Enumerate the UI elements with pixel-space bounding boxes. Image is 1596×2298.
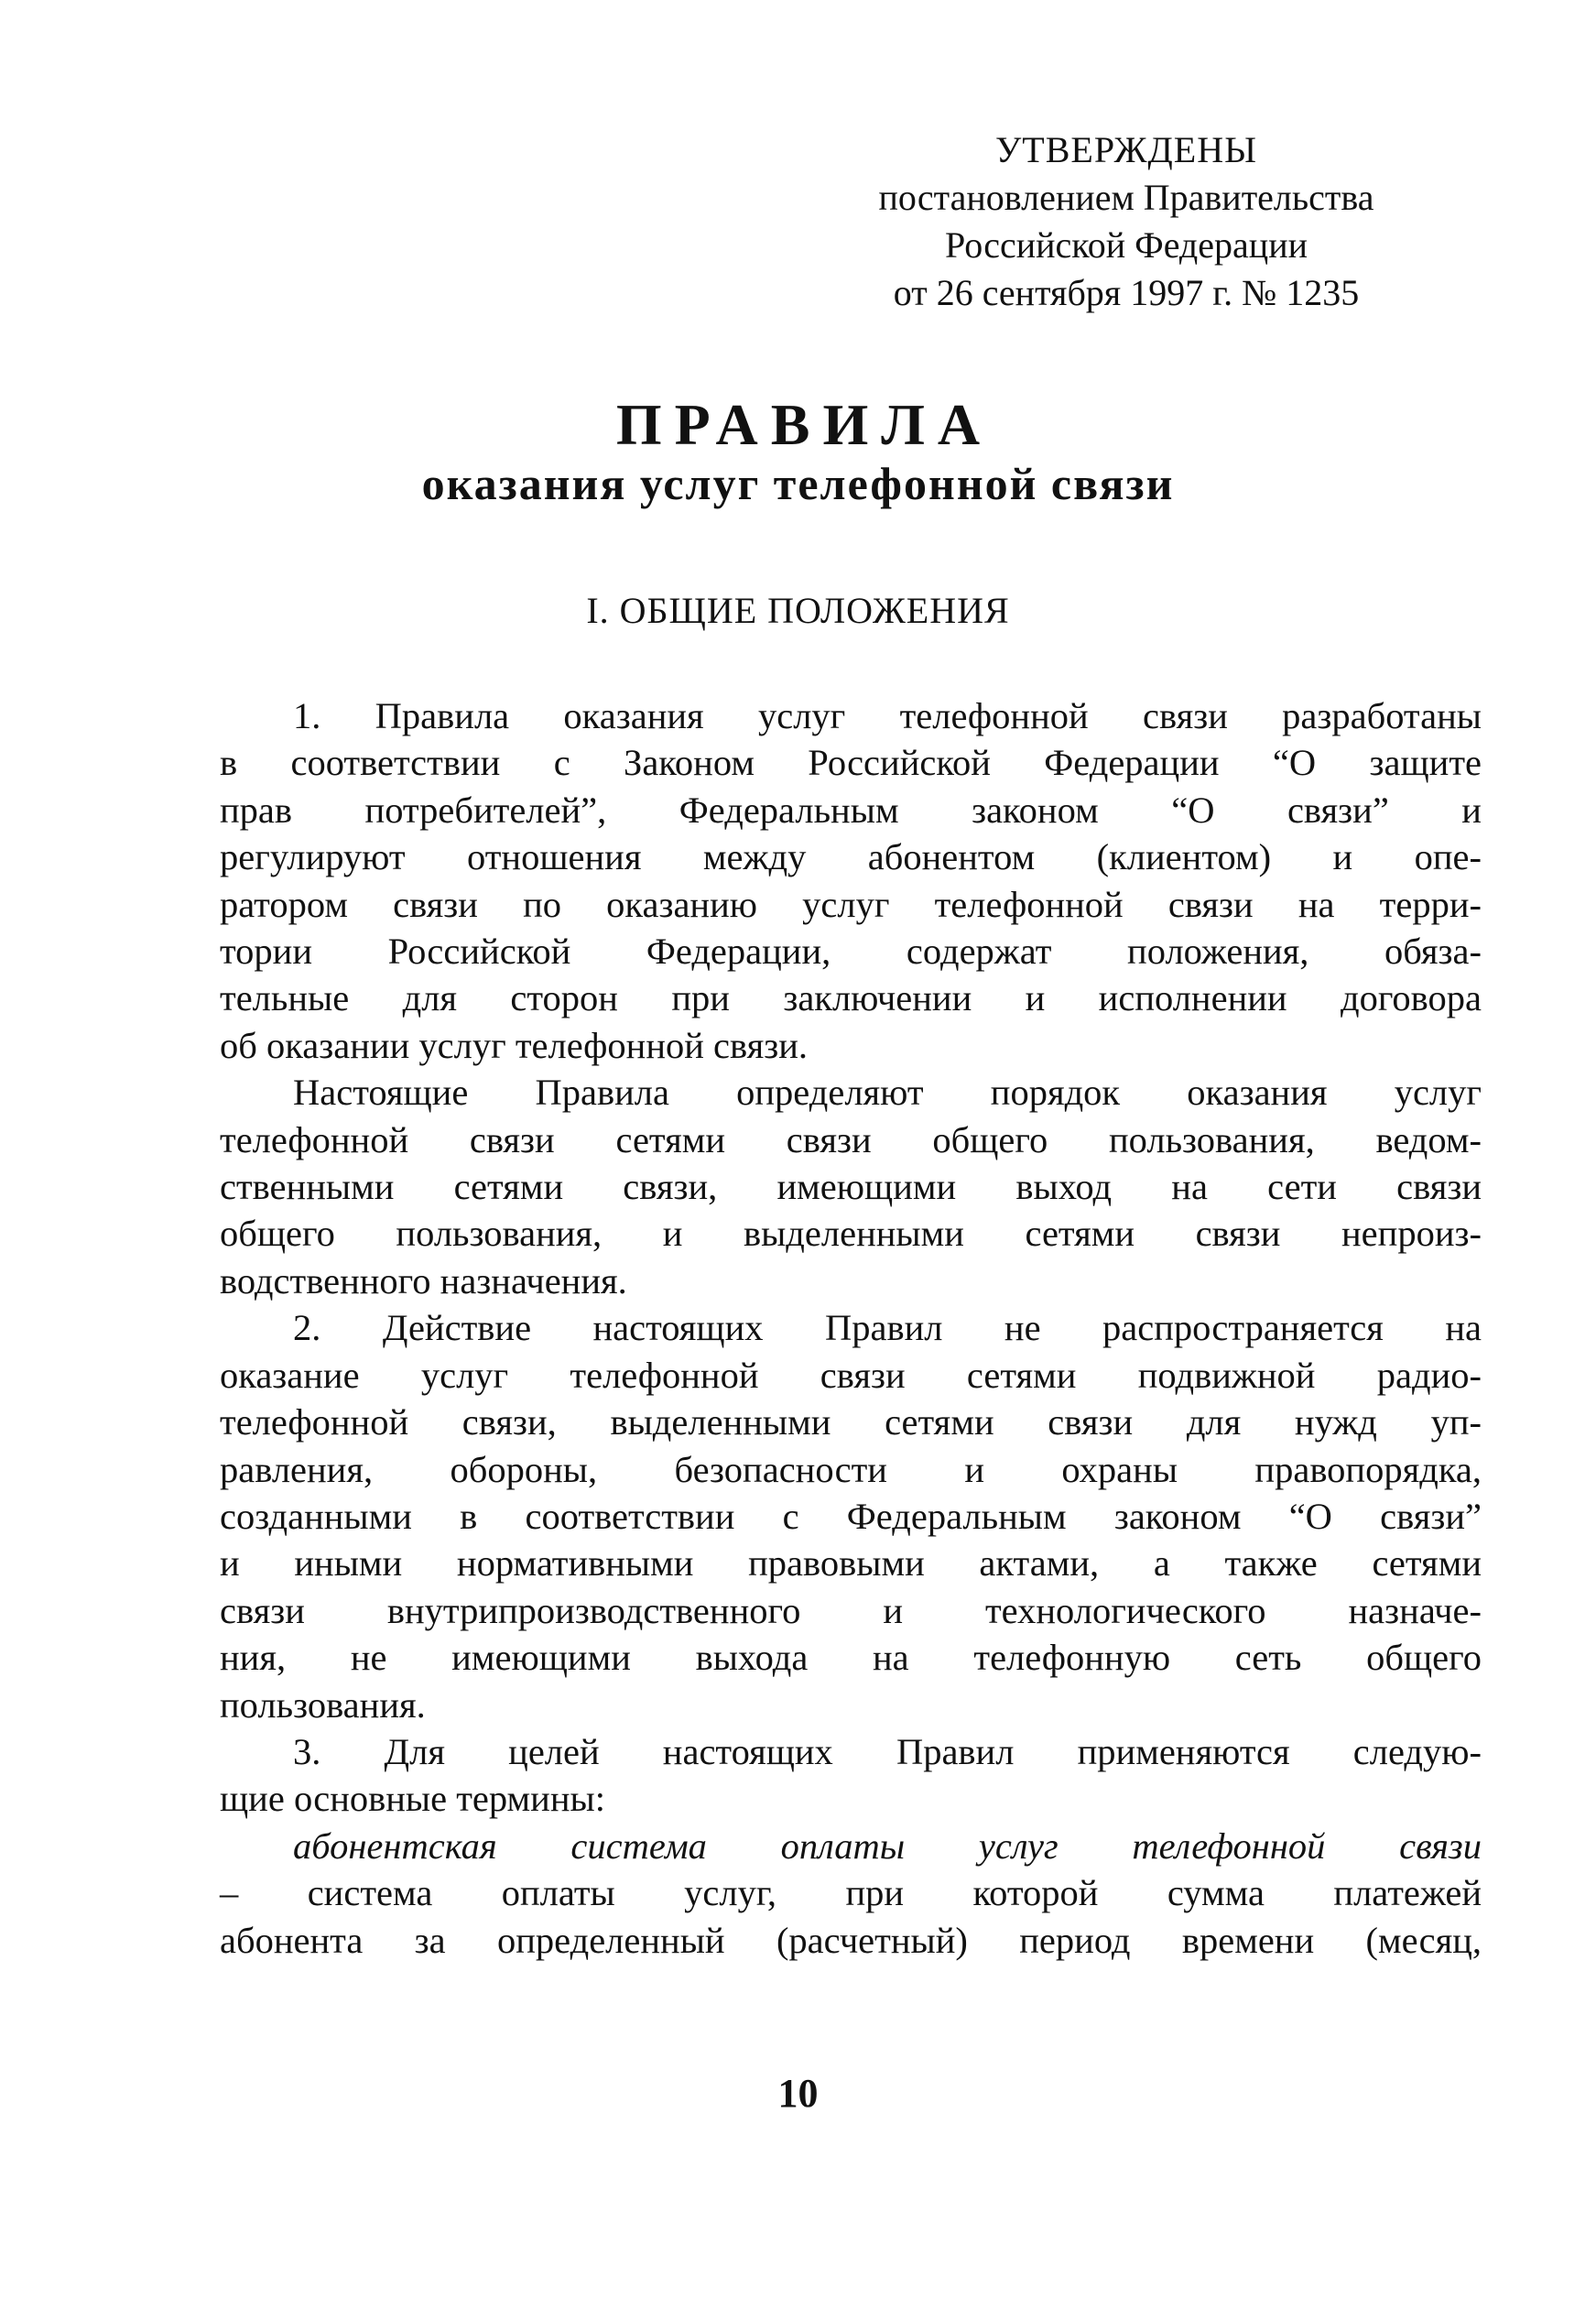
title-subtitle: оказания услуг телефонной связи: [421, 458, 1175, 509]
text-line: Настоящие Правила определяют порядок оказания услуг: [293, 1072, 1482, 1114]
text-line: созданными в соответствии с Федеральным законом “О связи”: [220, 1495, 1482, 1537]
approval-heading: УТВЕРЖДЕНЫ: [994, 129, 1258, 170]
text-line: равления, обороны, безопасности и охраны правопорядка,: [220, 1448, 1482, 1490]
section-heading: I. ОБЩИЕ ПОЛОЖЕНИЯ: [586, 590, 1010, 631]
text-line: телефонной связи сетями связи общего пользования, ведом-: [220, 1118, 1482, 1160]
text-line: регулируют отношения между абонентом (клиентом) и опе-: [220, 836, 1482, 878]
text-line: водственного назначения.: [220, 1259, 627, 1301]
text-line: – система оплаты услуг, при которой сумма платежей: [220, 1872, 1482, 1914]
text-line: ния, не имеющими выхода на телефонную сеть общего: [220, 1637, 1482, 1679]
text-line: телефонной связи, выделенными сетями связи для нужд уп-: [220, 1401, 1482, 1443]
text-line: 1. Правила оказания услуг телефонной связи разработаны: [293, 695, 1482, 736]
text-line: пользования.: [220, 1683, 426, 1726]
text-line: прав потребителей”, Федеральным законом “О связи” и: [220, 789, 1482, 831]
text-line: связи внутрипроизводственного и технологического назначе-: [220, 1589, 1482, 1631]
body-text: [220, 692, 1482, 1964]
page-number: 10: [777, 2071, 819, 2116]
text-line: в соответствии с Законом Российской Федерации “О защите: [220, 742, 1482, 784]
text-line: 3. Для целей настоящих Правил применяются следую-: [293, 1730, 1482, 1772]
text-line: щие основные термины:: [220, 1778, 605, 1820]
approval-line-government: Российской Федерации: [944, 224, 1308, 266]
text-line: общего пользования, и выделенными сетями связи непроиз-: [220, 1213, 1482, 1255]
approval-line-decree: постановлением Правительства: [878, 177, 1374, 218]
term-line: абонентская система оплаты услуг телефонной связи: [293, 1824, 1482, 1867]
document-title: [0, 394, 1596, 511]
text-line: тории Российской Федерации, содержат положения, обяза-: [220, 931, 1482, 973]
approval-stamp-block: [806, 126, 1447, 317]
approval-line-date-number: от 26 сентября 1997 г. № 1235: [893, 272, 1360, 313]
text-line: об оказании услуг телефонной связи.: [220, 1024, 809, 1066]
title-main: ПРАВИЛА: [615, 392, 993, 457]
text-line: абонента за определенный (расчетный) период времени (месяц,: [220, 1919, 1482, 1961]
text-line: ратором связи по оказанию услуг телефонной связи на терри-: [220, 883, 1482, 925]
text-line: оказание услуг телефонной связи сетями подвижной радио-: [220, 1354, 1482, 1396]
text-line: 2. Действие настоящих Правил не распространяется на: [293, 1307, 1482, 1349]
text-line: и иными нормативными правовыми актами, а также сетями: [220, 1542, 1482, 1585]
text-line: тельные для сторон при заключении и исполнении договора: [220, 977, 1482, 1019]
text-line: ственными сетями связи, имеющими выход на сети связи: [220, 1166, 1482, 1208]
